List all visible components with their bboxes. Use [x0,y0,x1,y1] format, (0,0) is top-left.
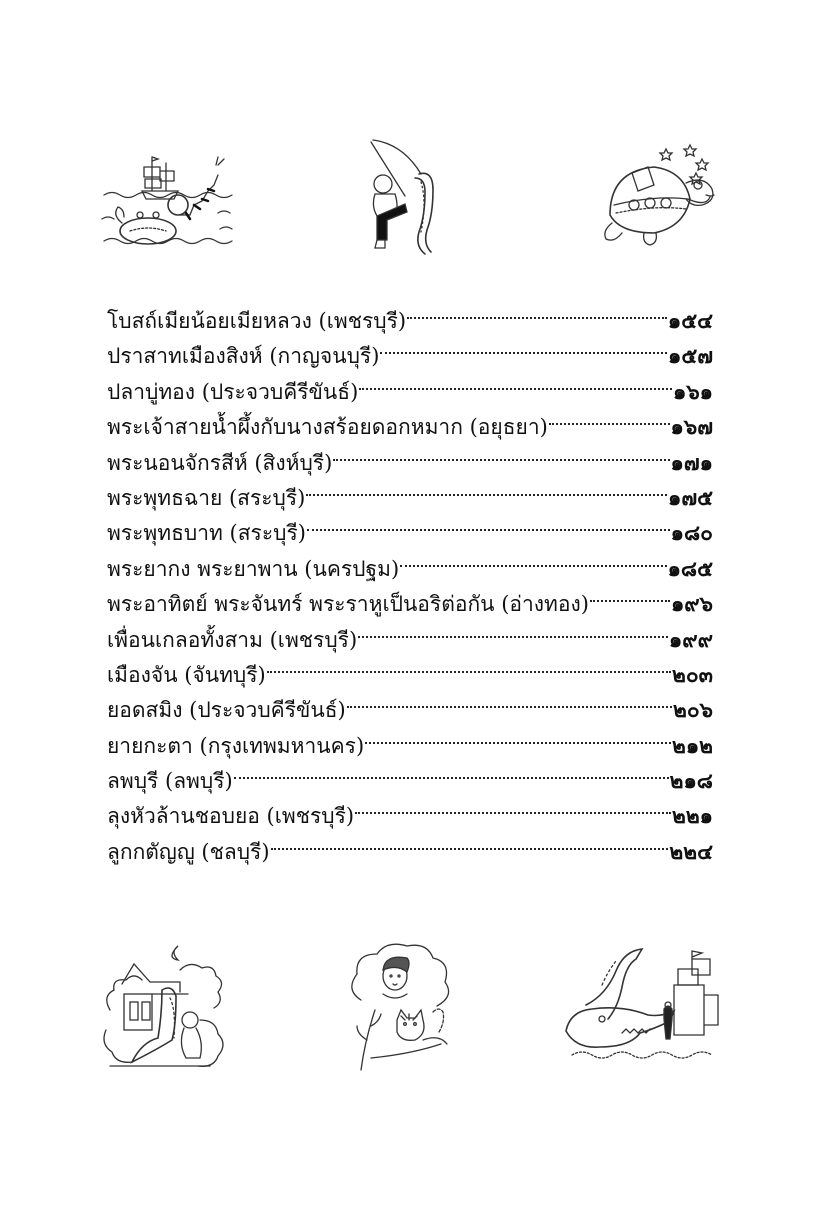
dot-leader [407,293,667,328]
toc-entry-page: ๒๒๑ [671,803,713,829]
toc-entry-title: พระเจ้าสายน้ำผึ้งกับนางสร้อยดอกหมาก (อยุธยา) [107,415,548,440]
woman-house-moon-illustration [100,940,240,1075]
top-illustrations [100,135,722,260]
toc-entry-page: ๑๕๔ [667,308,713,333]
crocodile-ship-illustration [562,945,722,1070]
dot-leader [333,435,669,470]
toc-entry-title: เมืองจัน (จันทบุรี) [107,662,266,687]
dot-leader [234,753,669,788]
toc-entry-title: ยอดสมิง (ประจวบคีรีขันธ์) [107,698,346,723]
dot-leader [359,364,672,399]
dot-leader [306,470,667,505]
toc-entry-page: ๑๕๗ [667,343,713,369]
toc-entry-title: พระยากง พระยาพาน (นครปฐม) [107,556,400,581]
dot-leader [347,682,672,717]
toc-entry-title: ลุงหัวล้านชอบยอ (เพชรบุรี) [107,804,355,829]
toc-entry-title: ปราสาทเมืองสิงห์ (กาญจนบุรี) [107,344,380,369]
toc-entry-page: ๒๑๒ [671,732,713,758]
toc-entry-page: ๒๒๔ [669,838,713,864]
toc-entry-title: ลพบุรี (ลพบุรี) [107,769,233,794]
toc-entry[interactable] [107,293,713,333]
dot-leader [271,824,669,859]
dot-leader [267,647,671,682]
toc-entry-page: ๑๙๙ [668,626,713,652]
toc-entry-title: เพื่อนเกลอทั้งสาม (เพชรบุรี) [107,627,358,652]
toc-entry-page: ๑๘๐ [670,520,713,546]
toc-entry-title: โบสถ์เมียน้อยเมียหลวง (เพชรบุรี) [107,309,407,333]
toc-entry-page: ๑๙๖ [670,591,713,617]
dot-leader [549,399,670,434]
dot-leader [307,505,670,540]
toc-entry-title: พระพุทธบาท (สระบุรี) [107,521,306,546]
toc-entry-page: ๑๗๕ [667,484,713,510]
dot-leader [400,541,666,576]
toc-entry-page: ๑๘๕ [667,555,713,581]
toc-entry-title: พระนอนจักรสีห์ (สิงห์บุรี) [107,450,333,475]
toc-entry-page: ๑๗๑ [670,449,713,475]
girl-cat-cloud-illustration [341,940,461,1075]
bottom-illustrations [100,935,722,1080]
toc-entry-title: ลูกกตัญญู (ชลบุรี) [107,839,270,864]
toc-entry-title: ยายกะตา (กรุงเทพมหานคร) [107,733,365,758]
toc-entry-title: พระอาทิตย์ พระจันทร์ พระราหูเป็นอริต่อกัน (อ่างทอง) [107,592,589,617]
toc-entry-title: ปลาบู่ทอง (ประจวบคีรีขันธ์) [107,379,359,404]
toc-entry-page: ๒๐๓ [671,661,713,687]
toc-entry-page: ๑๖๗ [670,414,713,440]
toc-entry-page: ๒๑๘ [669,768,713,794]
crab-lobster-ship-illustration [100,143,240,253]
dot-leader [358,612,668,647]
dizzy-turtle-illustration [592,143,722,253]
toc-entry-title: พระพุทธฉาย (สระบุรี) [107,485,306,510]
table-of-contents [107,293,713,864]
toc-entry-page: ๑๖๑ [673,378,713,404]
dot-leader [590,576,670,611]
man-pulling-eel-illustration [361,138,451,258]
toc-entry-page: ๒๐๖ [673,697,713,723]
dot-leader [355,788,671,823]
dot-leader [365,718,671,753]
dot-leader [380,328,667,363]
